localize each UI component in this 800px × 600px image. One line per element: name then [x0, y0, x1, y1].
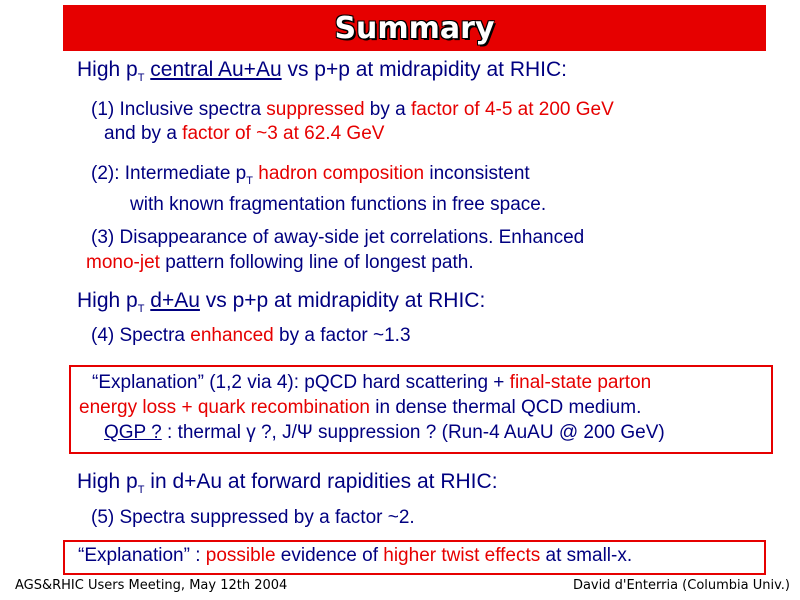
item-1-a: (1) Inclusive spectra	[91, 99, 267, 120]
section-1-end: :	[561, 58, 567, 81]
section-2-link: d+Au	[150, 289, 200, 312]
item-3-b: mono-jet	[86, 252, 160, 273]
slide-title: Summary	[334, 10, 495, 46]
item-3-line-2	[86, 252, 474, 274]
section-1-link: central Au+Au	[150, 58, 282, 81]
box-1-l2a: energy loss + quark recombination	[79, 397, 370, 418]
item-2-line-1	[91, 163, 530, 192]
box-1-l1a: “Explanation” (1,2 via 4): pQCD hard scattering +	[92, 372, 510, 393]
item-2-sub: T	[246, 174, 253, 187]
item-4-b: enhanced	[190, 325, 274, 346]
item-5	[91, 507, 415, 529]
item-3-line-1	[91, 227, 584, 249]
item-4-c: by a factor ~1.3	[273, 325, 411, 346]
item-1-d: factor of 4-5 at 200 GeV	[411, 99, 614, 120]
section-3-heading	[77, 471, 498, 501]
section-3-sub: T	[137, 484, 145, 497]
box-2-e: at small-x.	[540, 545, 633, 566]
section-1-post: vs p+p at midrapidity at RHIC	[281, 58, 562, 81]
item-4	[91, 325, 411, 347]
box-1-l3a: QGP ?	[104, 422, 162, 443]
box-2-c: evidence of	[275, 545, 384, 566]
item-1-line-1	[91, 99, 614, 121]
box-1-line-3	[104, 422, 665, 444]
item-3-a: (3) Disappearance of away-side jet correlations. Enhanced	[91, 227, 585, 248]
section-1-pre: High p	[77, 58, 138, 81]
box-2-b: possible	[205, 545, 276, 566]
section-2-end: :	[479, 289, 486, 312]
section-2-sub: T	[137, 303, 145, 316]
item-1-c: by a	[364, 99, 412, 120]
box-1-line-1	[92, 372, 651, 394]
item-2-c: hadron composition	[258, 163, 425, 184]
item-2-d: inconsistent	[424, 163, 530, 184]
section-2-heading	[77, 290, 485, 320]
item-1-b: suppressed	[266, 99, 365, 120]
item-2-a: (2): Intermediate p	[91, 163, 247, 184]
item-2-line-2	[130, 194, 546, 216]
item-2-e: with known fragmentation functions in free space.	[130, 194, 547, 215]
section-3-end: :	[491, 470, 498, 493]
box-2-d: higher twist effects	[383, 545, 541, 566]
box-1-l3b: : thermal γ ?, J/Ψ suppression ? (Run-4 AuAU @ 200 GeV)	[161, 422, 665, 443]
section-3-pre: High p	[77, 470, 138, 493]
item-5-a: (5) Spectra suppressed by a factor ~2.	[91, 507, 415, 528]
box-1-l1b: final-state parton	[509, 372, 652, 393]
footer-left: AGS&RHIC Users Meeting, May 12th 2004	[15, 578, 288, 593]
box-1-line-2	[79, 397, 641, 419]
item-3-c: pattern following line of longest path.	[159, 252, 474, 273]
section-2-post: vs p+p at midrapidity at RHIC	[199, 289, 480, 312]
box-2-line	[78, 545, 632, 567]
box-2-a: “Explanation” :	[78, 545, 206, 566]
footer-right: David d'Enterria (Columbia Univ.)	[572, 578, 790, 593]
item-1-e: and by a	[104, 123, 183, 144]
section-3-post: in d+Au at forward rapidities at RHIC	[144, 470, 492, 493]
item-4-a: (4) Spectra	[91, 325, 191, 346]
item-1-line-2	[104, 123, 384, 145]
section-1-sub: T	[137, 72, 145, 85]
section-2-pre: High p	[77, 289, 138, 312]
box-1-l2b: in dense thermal QCD medium.	[369, 397, 642, 418]
item-1-f: factor of ~3 at 62.4 GeV	[182, 123, 385, 144]
title-bar	[63, 5, 766, 51]
section-1-heading	[77, 59, 567, 89]
